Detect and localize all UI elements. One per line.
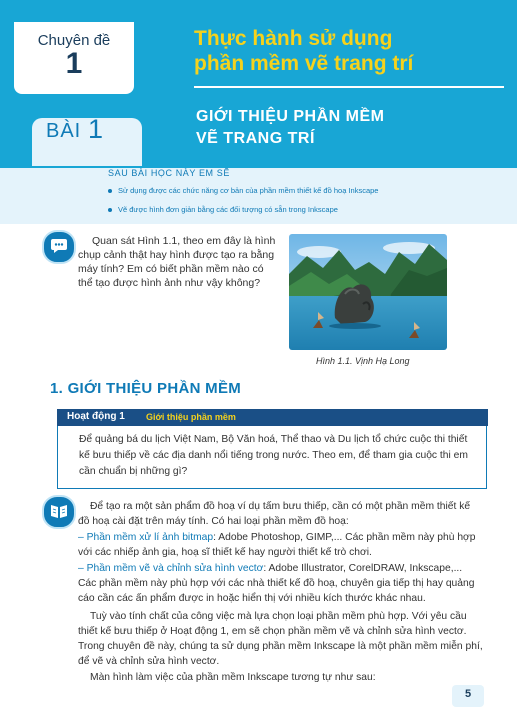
bullet-vector	[78, 561, 483, 606]
body-paragraph: Màn hình làm việc của phần mềm Inkscape tương tự như sau:	[90, 672, 376, 683]
figure-caption: Hình 1.1. Vịnh Hạ Long	[316, 356, 410, 366]
bullet-icon	[108, 189, 112, 193]
intro-question: Quan sát Hình 1.1, theo em đây là hình chụp cảnh thật hay hình được tạo ra bằng máy tính? Em có biết phần mềm nào có thể tạo được hình ảnh như vậy không?	[78, 235, 276, 289]
chapter-label: Chuyên đề	[37, 32, 111, 49]
lesson-number: 1	[88, 114, 104, 144]
bullet-text: : Adobe Photoshop, GIMP,... Các phần mềm này phù hợp với các nhiếp ảnh gia, hoạ sĩ thiết kế hay người thiết kế trò chơi.	[78, 532, 476, 558]
page-number: 5	[464, 688, 472, 700]
bullet-term: Phần mềm xử lí ảnh bitmap	[86, 532, 214, 543]
knowledge-icon	[42, 495, 76, 529]
lesson-label: BÀI	[46, 120, 82, 142]
chapter-number: 1	[65, 47, 83, 80]
objectives-heading: SAU BÀI HỌC NÀY EM SẼ	[108, 168, 230, 178]
body-paragraph: Để tạo ra một sản phẩm đồ hoạ ví dụ tấm bưu thiếp, cần có một phần mềm thiết kế đồ hoạ cài đặt trên máy tính. Có hai loại phần mềm đồ hoạ:	[78, 501, 471, 527]
bullet-bitmap	[78, 530, 483, 560]
lesson-title-line2: VẼ TRANG TRÍ	[196, 130, 315, 147]
objectives-panel	[0, 168, 517, 224]
topic-title-line2: phần mềm vẽ trang trí	[194, 52, 414, 75]
header-divider	[194, 86, 504, 88]
bullet-term: Phần mềm vẽ và chỉnh sửa hình vectơ	[86, 563, 264, 574]
ha-long-bay-photo	[289, 234, 447, 350]
lesson-title-line1: GIỚI THIỆU PHẦN MỀM	[196, 108, 385, 125]
chapter-badge	[14, 22, 134, 94]
objective-text: Vẽ được hình đơn giản bằng các đối tượng có sẵn trong Inkscape	[118, 205, 338, 214]
activity-text: Để quảng bá du lịch Việt Nam, Bộ Văn hoá, Thể thao và Du lịch tổ chức cuộc thi thiết kế bưu thiếp về các địa danh nổi tiếng trong nước. Theo em, để tham gia cuộc thi em cần chuẩn bị những gì?	[79, 434, 468, 477]
bullet-text: : Adobe Illustrator, CorelDRAW, Inkscape,... Các phần mềm này phù hợp với các nhà thiết kế đồ hoạ, chuyên gia tiếp thị hay quảng cáo cần các ấn phẩm được in hoặc hiển thị với nhiều kích thước khác nhau.	[78, 563, 475, 604]
discussion-icon	[42, 230, 76, 264]
dash-icon: –	[78, 532, 87, 543]
lesson-title	[196, 106, 496, 150]
bullet-icon	[108, 208, 112, 212]
activity-subtitle: Giới thiệu phần mềm	[146, 412, 236, 422]
dash-icon: –	[78, 563, 87, 574]
objective-item	[108, 186, 378, 195]
body-paragraph: Tuỳ vào tính chất của công việc mà lựa chọn loại phần mềm phù hợp. Với yêu cầu thiết kế bưu thiếp ở Hoạt động 1, em sẽ chọn phần mềm vẽ và chỉnh sửa hình vectơ. Trong chuyên đề này, chúng ta sử dụng phần mềm Inkscape là một phần mềm miễn phí, để vẽ và chỉnh sửa hình vectơ.	[78, 611, 483, 667]
activity-label: Hoạt động 1	[67, 411, 125, 422]
topic-title	[194, 26, 494, 76]
section-heading: 1. GIỚI THIỆU PHẦN MỀM	[50, 380, 242, 397]
objective-text: Sử dụng được các chức năng cơ bản của phần mềm thiết kế đồ hoạ Inkscape	[118, 186, 379, 195]
objective-item	[108, 205, 338, 214]
topic-title-line1: Thực hành sử dụng	[194, 27, 393, 50]
